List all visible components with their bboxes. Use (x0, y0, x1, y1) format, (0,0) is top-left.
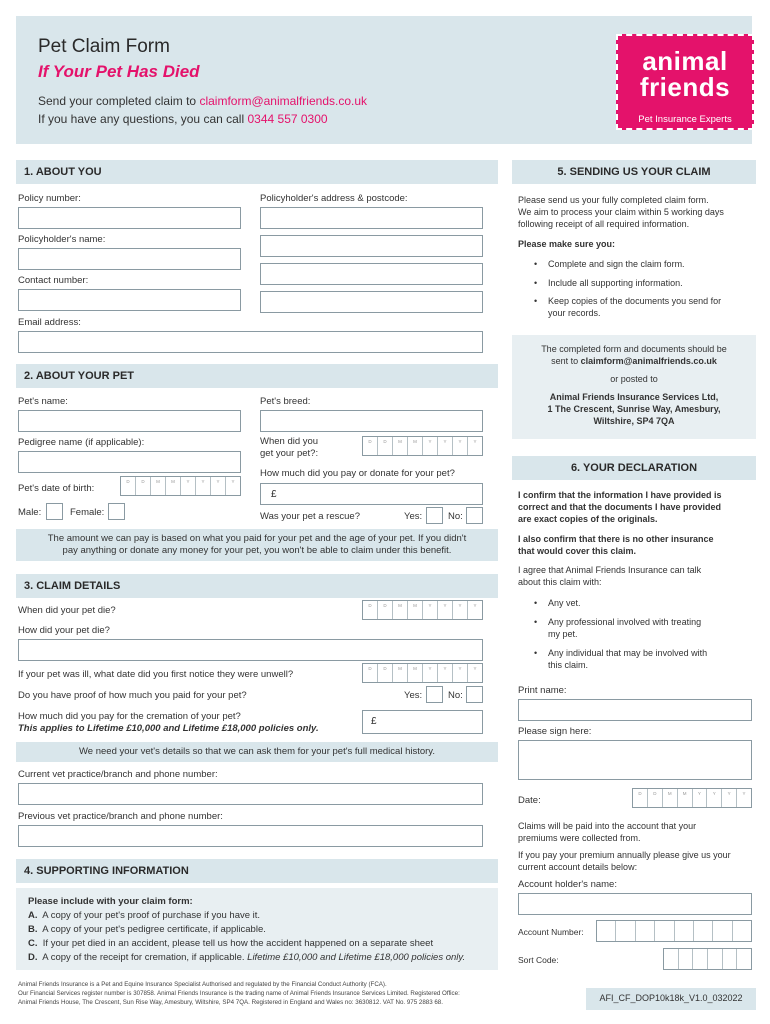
declaration-2b: that would cover this claim. (518, 546, 637, 556)
supporting-item-a-text: A copy of your pet's proof of purchase if you have it. (42, 910, 261, 921)
sending-p3: following receipt of all required information. (518, 219, 690, 229)
male-label: Male: (18, 507, 42, 518)
date-cell-y[interactable]: Y (181, 477, 196, 495)
section-supporting-info-heading: 4. SUPPORTING INFORMATION (16, 859, 498, 883)
address-field-2[interactable] (260, 235, 483, 257)
date-cell-y[interactable]: Y (742, 791, 746, 796)
date-cell-d[interactable]: D (121, 477, 136, 495)
rescue-yes-checkbox[interactable] (426, 507, 443, 524)
date-of-birth-label: Pet's date of birth: (18, 483, 95, 494)
email-field[interactable] (18, 331, 483, 353)
purchase-price-notice-line2: pay anything or donate any money for your pet, you won't be able to claim under this benefit. (62, 545, 452, 556)
address-field-1[interactable] (260, 207, 483, 229)
section-claim-details-heading: 3. CLAIM DETAILS (16, 574, 498, 598)
date-cell-y[interactable]: Y (438, 601, 453, 619)
date-cell-y[interactable]: Y (473, 666, 477, 671)
date-cell-y[interactable]: Y (196, 477, 211, 495)
death-date-field[interactable] (362, 600, 483, 620)
get-pet-date-field[interactable] (362, 436, 483, 456)
rescue-no-label: No: (448, 511, 463, 522)
address-line-3: Wiltshire, SP4 7QA (593, 416, 675, 426)
send-claim-text: Send your completed claim to (38, 94, 197, 108)
policyholder-name-field[interactable] (18, 248, 241, 270)
date-cell-y[interactable]: Y (438, 437, 453, 455)
date-cell-m[interactable]: M (408, 664, 423, 682)
date-cell-d[interactable]: D (633, 789, 648, 807)
email-label: Email address: (18, 317, 81, 328)
legal-line-3: Animal Friends House, The Crescent, Sun Rise Way, Amesbury, Wiltshire, SP4 7QA. Registered in England and Wales no: 3630812. VAT No. 975 2883 68. (18, 999, 443, 1006)
legal-line-2: Our Financial Services register number is 307858. Animal Friends Insurance is the trading name of Animal Friends Insurance Services Limited. Registered Office: (18, 990, 460, 997)
current-vet-field[interactable] (18, 783, 483, 805)
date-cell-y[interactable]: Y (722, 789, 737, 807)
make-sure-bullet-3: • Keep copies of the documents you send for (548, 295, 721, 307)
or-posted-to: or posted to (610, 374, 658, 384)
address-label: Policyholder's address & postcode: (260, 193, 408, 204)
how-die-label: How did your pet die? (18, 625, 110, 636)
annual-a: If you pay your premium annually please give us your (518, 850, 731, 860)
date-cell-y[interactable]: Y (423, 601, 438, 619)
cremation-note: This applies to Lifetime £10,000 and Lifetime £18,000 policies only. (18, 723, 319, 734)
make-sure-heading: Please make sure you: (518, 239, 616, 249)
posting-info-panel (512, 335, 756, 439)
supporting-item-c-letter: C. (28, 938, 38, 949)
pedigree-label: Pedigree name (if applicable): (18, 437, 145, 448)
pay-for-pet-label: How much did you pay or donate for your pet? (260, 468, 455, 479)
address-line-1: Animal Friends Insurance Services Ltd, (549, 392, 719, 402)
declaration-3a: I agree that Animal Friends Insurance can talk (518, 565, 702, 575)
signature-field[interactable] (518, 740, 752, 780)
declaration-1a: I confirm that the information I have provided is (518, 490, 722, 500)
date-cell-m[interactable]: M (166, 477, 181, 495)
rescue-no-checkbox[interactable] (466, 507, 483, 524)
annual-b: current account details below: (518, 862, 638, 872)
cremation-cost-field[interactable] (362, 710, 483, 734)
sort-code-field[interactable] (663, 948, 752, 970)
previous-vet-field[interactable] (18, 825, 483, 847)
section-about-pet-heading: 2. ABOUT YOUR PET (16, 364, 498, 388)
date-cell-d[interactable]: D (363, 601, 378, 619)
posting-line-1: The completed form and documents should be (541, 344, 727, 354)
logo-word-animal: animal (642, 46, 728, 76)
date-cell-m[interactable]: M (393, 664, 408, 682)
female-label: Female: (70, 507, 105, 518)
date-cell-y[interactable]: Y (693, 789, 708, 807)
sending-p2: We aim to process your claim within 5 working days (518, 207, 724, 217)
supporting-item-d (28, 952, 465, 963)
section-declaration-heading: 6. YOUR DECLARATION (512, 456, 756, 480)
supporting-info-panel (16, 888, 498, 970)
section-about-you-heading: 1. ABOUT YOU (16, 160, 498, 184)
male-checkbox[interactable] (46, 503, 63, 520)
policy-number-label: Policy number: (18, 193, 81, 204)
phone-number: 0344 557 0300 (247, 112, 328, 126)
send-claim-line (38, 94, 367, 108)
form-subtitle: If Your Pet Has Died (38, 62, 200, 81)
supporting-item-b (28, 924, 266, 935)
date-cell-d[interactable]: D (136, 477, 151, 495)
previous-vet-label: Previous vet practice/branch and phone number: (18, 811, 223, 822)
rescue-yes-label: Yes: (404, 511, 423, 522)
account-holder-field[interactable] (518, 893, 752, 915)
when-die-label: When did your pet die? (18, 605, 116, 616)
date-cell-m[interactable]: M (393, 437, 408, 455)
proof-yes-label: Yes: (404, 690, 423, 701)
date-cell-d[interactable]: D (378, 664, 393, 682)
signature-label: Please sign here: (518, 726, 592, 737)
date-cell-y[interactable]: Y (438, 664, 453, 682)
date-cell-d[interactable]: D (363, 437, 378, 455)
talk-bullet-1: • Any vet. (548, 597, 581, 609)
contact-number-label: Contact number: (18, 275, 89, 286)
date-cell-m[interactable]: M (663, 789, 678, 807)
questions-line (38, 112, 328, 126)
supporting-intro: Please include with your claim form: (28, 896, 193, 907)
talk-bullet-3-cont: this claim. (548, 660, 589, 670)
logo-word-friends: friends (639, 72, 731, 102)
declaration-1c: are exact copies of the originals. (518, 514, 658, 524)
supporting-item-d-note: Lifetime £10,000 and Lifetime £18,000 policies only. (247, 952, 466, 963)
date-cell-y[interactable]: Y (423, 437, 438, 455)
date-cell-d[interactable]: D (648, 789, 663, 807)
account-number-label: Account Number: (518, 927, 584, 937)
date-cell-y[interactable]: Y (231, 479, 235, 484)
claims-paid-a: Claims will be paid into the account that your (518, 821, 697, 831)
date-cell-m[interactable]: M (408, 601, 423, 619)
cremation-pound-sign: £ (371, 716, 377, 727)
female-checkbox[interactable] (108, 503, 125, 520)
purchase-price-notice (16, 529, 498, 561)
illness-date-field[interactable] (362, 663, 483, 683)
talk-bullet-2: • Any professional involved with treating (548, 616, 701, 628)
date-cell-d[interactable]: D (378, 437, 393, 455)
date-of-birth-field[interactable] (120, 476, 241, 496)
supporting-item-a (28, 910, 260, 921)
proof-no-label: No: (448, 690, 463, 701)
declaration-date-field[interactable] (632, 788, 752, 808)
logo-tagline: Pet Insurance Experts (638, 114, 732, 125)
posting-email-link[interactable]: claimform@animalfriends.co.uk (580, 356, 717, 366)
make-sure-bullet-1: • Complete and sign the claim form. (548, 258, 685, 270)
policy-number-field[interactable] (18, 207, 241, 229)
supporting-item-b-letter: B. (28, 924, 38, 935)
form-header (16, 16, 752, 144)
claim-email-link[interactable]: claimform@animalfriends.co.uk (199, 94, 368, 108)
proof-no-checkbox[interactable] (466, 686, 483, 703)
date-cell-y[interactable]: Y (453, 664, 468, 682)
claims-paid-b: premiums were collected from. (518, 833, 641, 843)
make-sure-bullet-2: • Include all supporting information. (548, 277, 683, 289)
date-cell-y[interactable]: Y (423, 664, 438, 682)
declaration-2a: I also confirm that there is no other insurance (518, 534, 714, 544)
account-holder-label: Account holder's name: (518, 879, 617, 890)
declaration-1b: correct and that the documents I have provided (518, 502, 722, 512)
proof-label: Do you have proof of how much you paid for your pet? (18, 690, 247, 701)
make-sure-bullet-3-cont: your records. (548, 308, 601, 318)
pet-breed-field[interactable] (260, 410, 483, 432)
supporting-item-c-text: If your pet died in an accident, please tell us how the accident happened on a separate sheet (42, 938, 434, 949)
date-cell-y[interactable]: Y (453, 437, 468, 455)
date-cell-y[interactable]: Y (453, 601, 468, 619)
cremation-label: How much did you pay for the cremation of your pet? (18, 711, 241, 722)
section-sending-heading: 5. SENDING US YOUR CLAIM (512, 160, 756, 184)
form-title: Pet Claim Form (38, 36, 170, 57)
date-cell-m[interactable]: M (151, 477, 166, 495)
purchase-price-notice-line1: The amount we can pay is based on what you paid for your pet and the age of your pet. If you didn't (47, 533, 467, 544)
questions-text: If you have any questions, you can call (38, 112, 245, 126)
how-die-field[interactable] (18, 639, 483, 661)
legal-line-1: Animal Friends Insurance is a Pet and Equine Insurance Specialist Authorised and regulated by the Financial Conduct Authority (FCA). (18, 981, 387, 988)
contact-number-field[interactable] (18, 289, 241, 311)
when-get-pet-label-1: When did you (260, 436, 319, 447)
proof-yes-checkbox[interactable] (426, 686, 443, 703)
animal-friends-logo (616, 34, 754, 130)
pet-name-label: Pet's name: (18, 396, 68, 407)
declaration-3b: about this claim with: (518, 577, 602, 587)
date-cell-y[interactable]: Y (707, 789, 722, 807)
date-cell-d[interactable]: D (363, 664, 378, 682)
pet-name-field[interactable] (18, 410, 241, 432)
pound-sign: £ (271, 489, 277, 500)
date-cell-y[interactable]: Y (473, 439, 477, 444)
pet-breed-label: Pet's breed: (260, 396, 311, 407)
date-label: Date: (518, 795, 541, 806)
date-cell-m[interactable]: M (678, 789, 693, 807)
posting-sent-to: sent to (551, 356, 579, 366)
current-vet-label: Current vet practice/branch and phone number: (18, 769, 218, 780)
policyholder-name-label: Policyholder's name: (18, 234, 106, 245)
when-get-pet-label-2: get your pet?: (260, 448, 319, 459)
pedigree-field[interactable] (18, 451, 241, 473)
print-name-field[interactable] (518, 699, 752, 721)
date-cell-m[interactable]: M (393, 601, 408, 619)
posting-line-2 (512, 355, 756, 367)
supporting-item-c (28, 938, 433, 949)
rescue-label: Was your pet a rescue? (260, 511, 360, 522)
illness-date-label: If your pet was ill, what date did you first notice they were unwell? (18, 669, 294, 680)
print-name-label: Print name: (518, 685, 567, 696)
pay-for-pet-field[interactable] (260, 483, 483, 505)
form-reference: AFI_CF_DOP10k18k_V1.0_032022 (586, 988, 756, 1010)
address-field-3[interactable] (260, 263, 483, 285)
supporting-item-d-text: A copy of the receipt for cremation, if applicable. (42, 952, 245, 963)
supporting-item-b-text: A copy of your pet's pedigree certificate, if applicable. (42, 924, 266, 935)
address-line-2: 1 The Crescent, Sunrise Way, Amesbury, (547, 404, 721, 414)
talk-bullet-2-cont: my pet. (548, 629, 578, 639)
address-field-4[interactable] (260, 291, 483, 313)
sending-p1: Please send us your fully completed claim form. (518, 195, 709, 205)
date-cell-y[interactable]: Y (211, 477, 226, 495)
date-cell-d[interactable]: D (378, 601, 393, 619)
vet-details-notice: We need your vet's details so that we can ask them for your pet's full medical history. (16, 742, 498, 762)
account-number-field[interactable] (596, 920, 752, 942)
talk-bullet-3: • Any individual that may be involved with (548, 647, 707, 659)
sort-code-label: Sort Code: (518, 955, 559, 965)
date-cell-m[interactable]: M (408, 437, 423, 455)
date-cell-y[interactable]: Y (473, 603, 477, 608)
supporting-item-d-letter: D. (28, 952, 38, 963)
supporting-item-a-letter: A. (28, 910, 38, 921)
